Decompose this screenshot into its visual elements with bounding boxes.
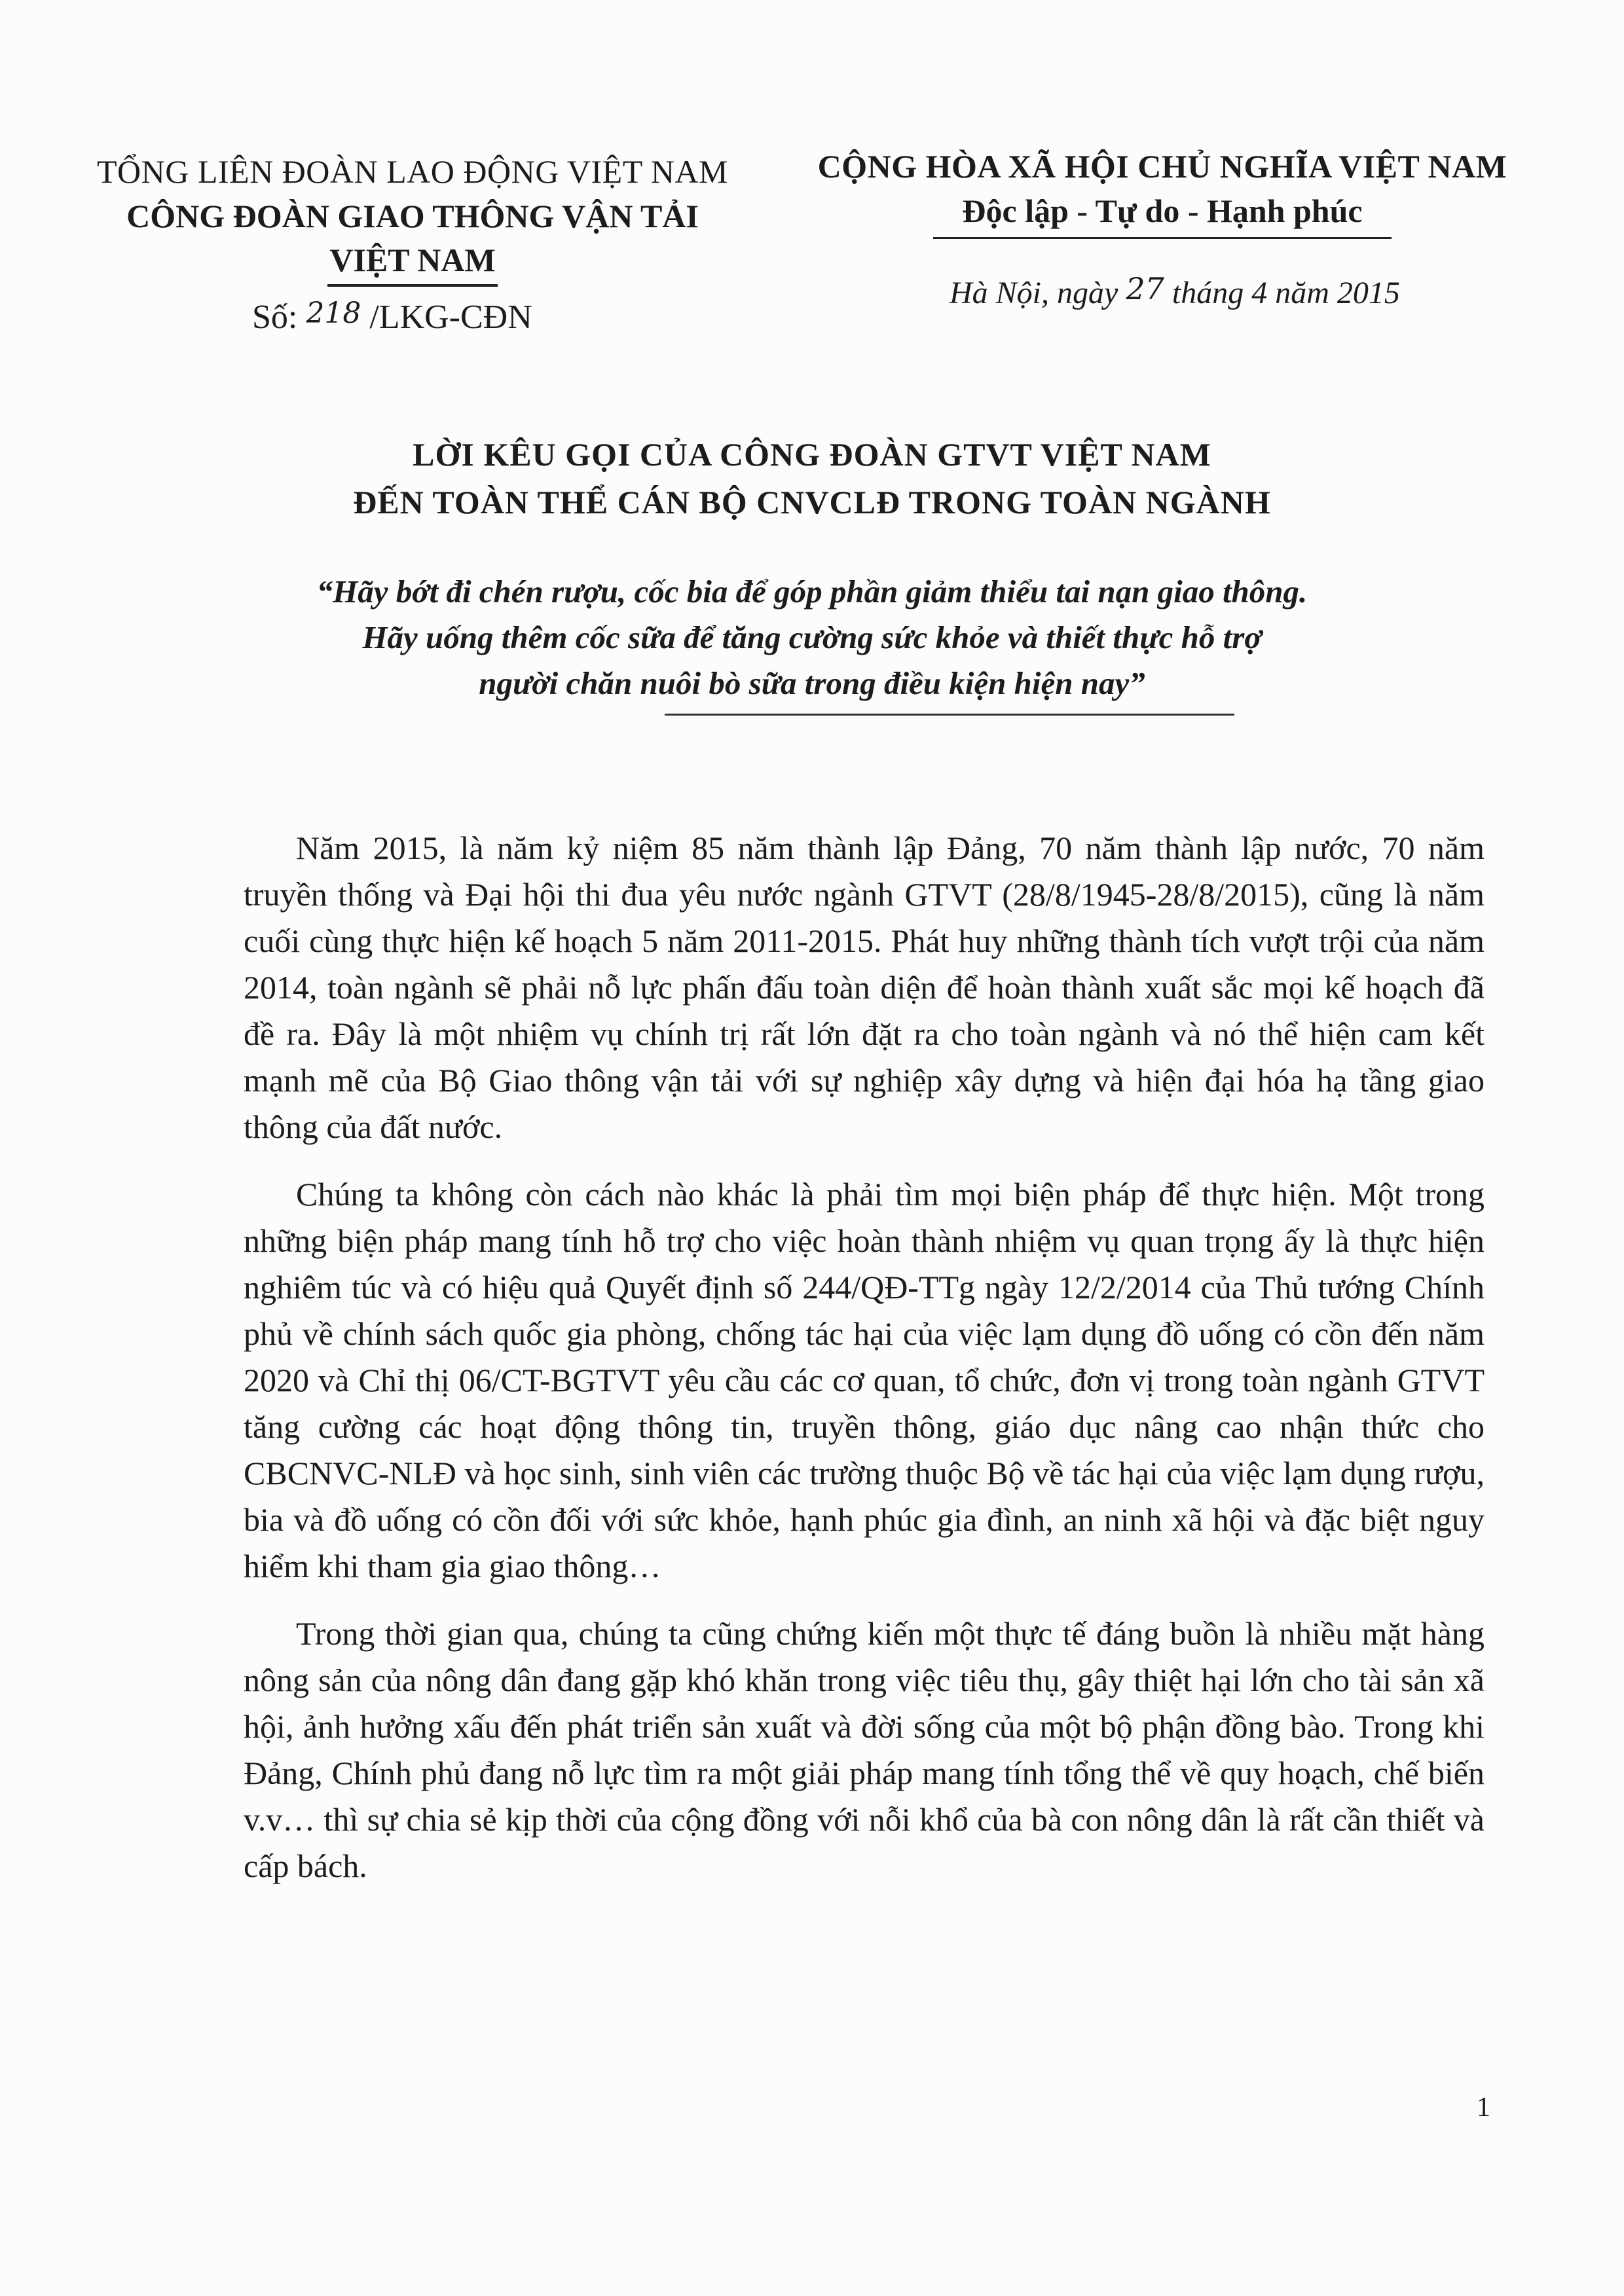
motto-underline xyxy=(933,237,1392,239)
organization-name: CÔNG ĐOÀN GIAO THÔNG VẬN TẢI xyxy=(126,198,699,234)
slogan-line2: Hãy uống thêm cốc sữa để tăng cường sức khỏe và thiết thực hỗ trợ xyxy=(362,619,1262,655)
slogan-divider xyxy=(665,714,1234,716)
page-number: 1 xyxy=(1477,2092,1490,2123)
document-date xyxy=(950,271,1400,311)
organization-name-cont: VIỆT NAM xyxy=(329,242,496,278)
document-number-prefix: Số: xyxy=(252,299,298,336)
parent-organization: TỔNG LIÊN ĐOÀN LAO ĐỘNG VIỆT NAM xyxy=(96,153,729,190)
national-heading xyxy=(769,144,1555,239)
national-motto: Độc lập - Tự do - Hạnh phúc xyxy=(962,192,1363,229)
date-day: 27 xyxy=(1126,271,1164,306)
date-prefix: Hà Nội, ngày xyxy=(950,276,1118,310)
organization-underline xyxy=(327,284,498,287)
date-suffix: tháng 4 năm 2015 xyxy=(1172,276,1400,310)
document-title-line1: LỜI KÊU GỌI CỦA CÔNG ĐOÀN GTVT VIỆT NAM xyxy=(413,436,1211,473)
nation-name: CỘNG HÒA XÃ HỘI CHỦ NGHĨA VIỆT NAM xyxy=(817,148,1507,185)
document-number-suffix: /LKG-CĐN xyxy=(369,299,532,336)
body-paragraph-2: Chúng ta không còn cách nào khác là phải tìm mọi biện pháp để thực hiện. Một trong những biện pháp mang tính hỗ trợ cho việc hoàn thành nhiệm vụ quan trọng ấy là thực hiện nghiêm túc và có hiệu quả Quyết định số 244/QĐ-TTg ngày 12/2/2014 của Thủ tướng Chính phủ về chính sách quốc gia phòng, chống tác hại của việc lạm dụng đồ uống có cồn đến năm 2020 và Chỉ thị 06/CT-BGTVT yêu cầu các cơ quan, tổ chức, đơn vị trong toàn ngành GTVT tăng cường các hoạt động thông tin, truyền thông, giáo dục nâng cao nhận thức cho CBCNVC-NLĐ và học sinh, sinh viên các trường thuộc Bộ về tác hại của việc lạm dụng rượu, bia và đồ uống có cồn đối với sức khỏe, hạnh phúc gia đình, an ninh xã hội và đặc biệt nguy hiểm khi tham gia giao thông… xyxy=(244,1176,1485,1584)
issuing-organization xyxy=(59,149,766,287)
document-body xyxy=(244,825,1485,1910)
document-title-line2: ĐẾN TOÀN THỂ CÁN BỘ CNVCLĐ TRONG TOÀN NGÀNH xyxy=(353,484,1271,520)
body-paragraph-1: Năm 2015, là năm kỷ niệm 85 năm thành lập Đảng, 70 năm thành lập nước, 70 năm truyền thống và Đại hội thi đua yêu nước ngành GTVT (28/8/1945-28/8/2015), cũng là năm cuối cùng thực hiện kế hoạch 5 năm 2011-2015. Phát huy những thành tích vượt trội của năm 2014, toàn ngành sẽ phải nỗ lực phấn đấu toàn diện để hoàn thành xuất sắc mọi kế hoạch đã đề ra. Đây là một nhiệm vụ chính trị rất lớn đặt ra cho toàn ngành và nó thể hiện cam kết mạnh mẽ của Bộ Giao thông vận tải với sự nghiệp xây dựng và hiện đại hóa hạ tầng giao thông của đất nước. xyxy=(244,829,1485,1145)
document-number-value: 218 xyxy=(306,297,361,330)
slogan-line1: “Hãy bớt đi chén rượu, cốc bia để góp phần giảm thiểu tai nạn giao thông. xyxy=(316,574,1308,610)
body-paragraph-3: Trong thời gian qua, chúng ta cũng chứng kiến một thực tế đáng buồn là nhiều mặt hàng nông sản của nông dân đang gặp khó khăn trong việc tiêu thụ, gây thiệt hại lớn cho tài sản xã hội, ảnh hưởng xấu đến phát triển sản xuất và đời sống của một bộ phận đồng bào. Trong khi Đảng, Chính phủ đang nỗ lực tìm ra một giải pháp mang tính tổng thể về quy hoạch, chế biến v.v… thì sự chia sẻ kịp thời của cộng đồng với nỗi khổ của bà con nông dân là rất cần thiết và cấp bách. xyxy=(244,1615,1485,1884)
document-number xyxy=(252,298,532,337)
slogan-line3: người chăn nuôi bò sữa trong điều kiện hiện nay” xyxy=(479,665,1145,701)
